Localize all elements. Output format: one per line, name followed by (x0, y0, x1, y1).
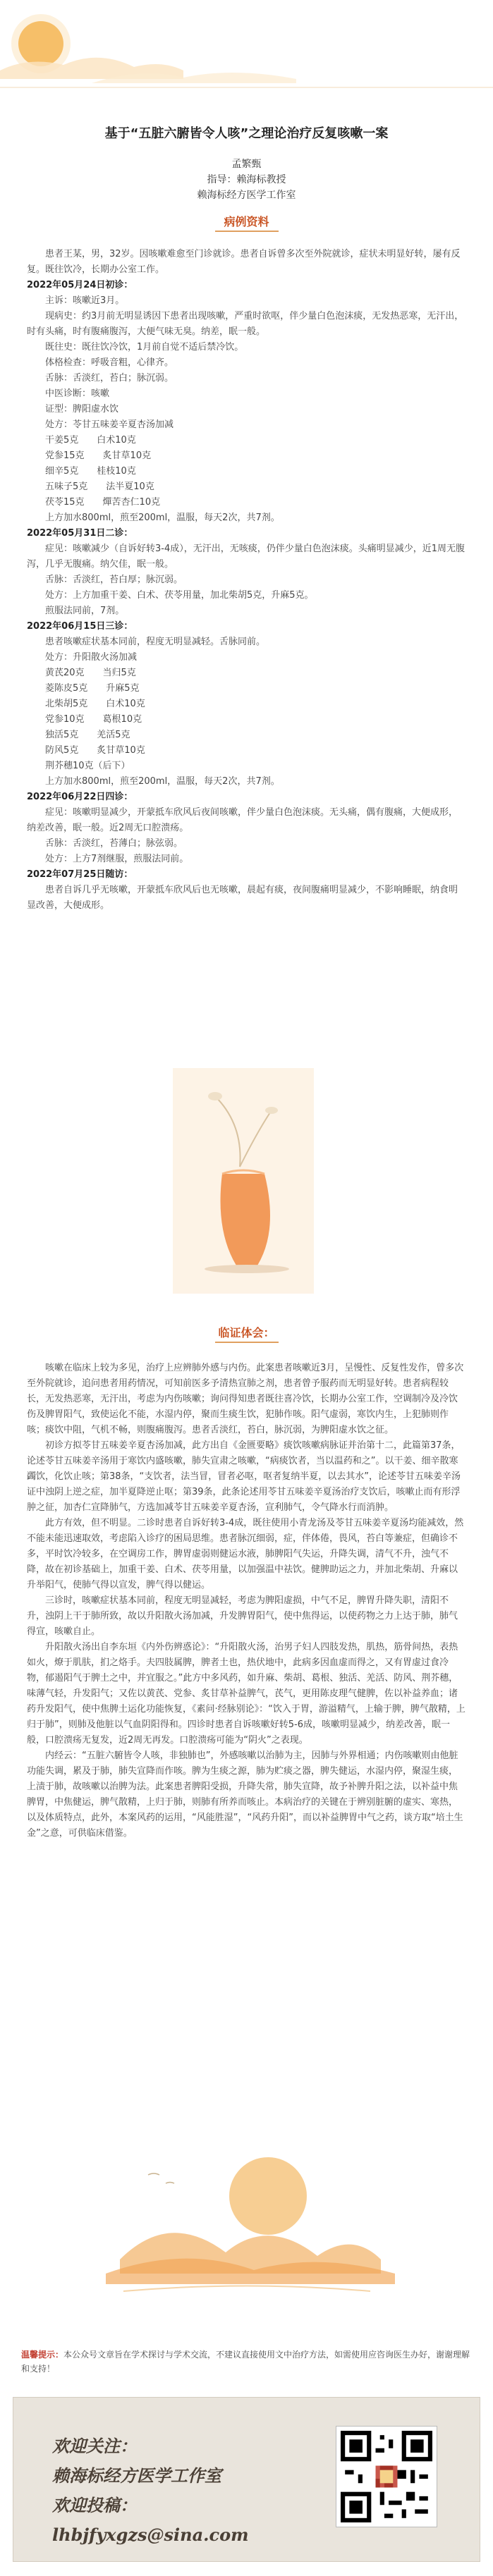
herb-line: 独活5克 羌活5克 (45, 730, 130, 740)
visit2-date: 2022年05月31日二诊： (27, 528, 133, 539)
case-content (27, 247, 466, 914)
footer-text (52, 2431, 249, 2550)
visit1-line: 体格检查：呼吸音粗，心律齐。 (45, 357, 174, 368)
experience-paragraph: 升阳散火汤出自李东垣《内外伤辨惑论》：“升阳散火汤，治男子妇人四肢发热，肌热，筋骨间热，表热如火，燎于肌肤，扪之烙手。夫四肢属脾，脾者土也，热伏地中，此病多因血虚而得之，又有胃虚过食冷物，郁遏阳气于脾土之中，并宜服之。”此方中多风药，如升麻、柴胡、葛根、独活、羌活、防风、荆芥穗，味薄气轻，升发阳气；又佐以黄芪、党参、炙甘草补益脾气，芪气，更用陈皮理气健脾，佐以补益养血；诸药升发阳气，使中焦脾土运化功能恢复，《素问·经脉别论》：“饮入于胃，游溢精气，上输于脾，脾气散精，上归于肺”，则肺及他脏以气血阴阳得和。四诊时患者自诉咳嗽好转5-6成，咳嗽明显减少，纳差改善，眠一般，口腔溃疡无复发，近2周无再发。口腔溃疡可能为“阴火”之表现。 (27, 1642, 465, 1746)
experience-paragraph: 三诊时，咳嗽症状基本同前，程度无明显减轻，考虑为脾阳虚损，中气不足，脾胃升降失职，清阳不升，浊阴上干于肺所致，故以升阳散火汤加减，升发脾胃阳气，使中焦得运，以使药物之力上达于肺，肺气得宣，咳嗽自止。 (27, 1595, 458, 1637)
visit4-line: 处方：上方7剂继服，煎服法同前。 (45, 854, 189, 864)
experience-heading-underline (215, 1342, 279, 1343)
herb-line: 党参15克 炙甘草10克 (45, 450, 152, 461)
visit1-date: 2022年05月24日初诊： (27, 280, 133, 290)
visit1-line: 舌脉：舌淡红，苔白；脉沉弱。 (45, 373, 174, 384)
case-section-heading: 病例资料 (224, 215, 269, 228)
visit1-line: 证型：脾阳虚水饮 (45, 404, 119, 415)
mountain-sun-illustration (0, 2133, 493, 2323)
vase-flower-illustration (173, 1068, 314, 1294)
visit4-line: 舌脉：舌淡红，苔薄白；脉弦弱。 (45, 838, 183, 849)
case-intro: 患者王某，男，32岁。因咳嗽难愈至门诊就诊。患者自诉曾多次至外院就诊，症状未明显好转，屡有反复。既往饮冷，长期办公室工作。 (27, 249, 461, 275)
advisor-line: 指导：赖海标教授 (207, 174, 286, 185)
experience-paragraph: 此方有效，但不明显。二诊时患者自诉好转3-4成，既往使用小青龙汤及苓甘五味姜辛夏汤均能减效，然不能未能迅速取效，考虑陷入诊疗的困局思维。患者脉沉细弱，症，伴体倦，畏风，苔白等兼症，但确诊不多，平时饮冷较多，在空调房工作，脾胃虚弱则健运水液，肺脾阳气失运，升降失调，清气不升，浊气不降，故在初诊基础上，加重干姜、白术、茯苓用量，以加强温中祛饮。健脾助运之力，并加北柴胡、升麻以升举阳气，使肺气得以宣发，脾气得以健运。 (27, 1518, 464, 1590)
experience-paragraph: 初诊方拟苓甘五味姜辛夏杏汤加减，此方出自《金匮要略》痰饮咳嗽病脉证并治第十二，此篇第37条，论述苓甘五味姜辛汤用于寒饮内盛咳嗽，肺失宣肃之咳嗽，“病痰饮者，当以温药和之”。以干姜、细辛散寒蠲饮，化饮止咳；第38条，“支饮者，法当冒，冒者必呕，呕者复纳半夏，以去其水”，论述苓甘五味姜辛汤证中浊阴上逆之症，加半夏降逆止呕；第39条，此条论述用苓甘五味姜辛夏汤治疗支饮后，咳嗽止而有形浮肿之征，加杏仁宣降肺气，方选加减苓甘五味姜辛夏杏汤，宣利肺气，令气降水行而消肿。 (27, 1440, 461, 1513)
herb-line: 菱陈皮5克 升麻5克 (45, 683, 140, 694)
herb-line: 防风5克 炙甘草10克 (45, 745, 145, 756)
header-sun-cloud-illustration (0, 0, 493, 99)
footer-studio-name: 赖海标经方医学工作室 (52, 2465, 221, 2486)
notice-label: 温馨提示： (21, 2350, 64, 2360)
visit5-line: 患者自诉几乎无咳嗽，开蒙抵车欣风后也无咳嗽，晨起有痰，夜间腹痛明显减少，不影响睡眠，纳食明显改善，大便成形。 (27, 885, 458, 911)
visit2-line: 处方：上方加重干姜、白术、茯苓用量，加北柴胡5克，升麻5克。 (45, 590, 314, 601)
footer-card (13, 2397, 480, 2562)
visit1-line: 处方：苓甘五味姜辛夏杏汤加减 (45, 419, 174, 430)
visit3-date: 2022年06月15日三诊： (27, 621, 133, 632)
experience-paragraph: 内经云：“五脏六腑皆令人咳，非独肺也”，外感咳嗽以治肺为主，因肺与外界相通；内伤咳嗽则由他脏功能失调，累及于肺，肺失宣降而作咳。脾为生痰之源，肺为贮痰之器，脾失健运，水湿内停，聚湿生痰，上渍于肺，故咳嗽以治脾为法。此案患者脾阳受损，升降失常，肺失宣降，故予补脾升阳之法，以补益中焦脾胃，中焦健运，脾气散精，上归于肺，则肺有所养而咳止。本病治疗的关键在于辨别脏腑的虚实、寒热，以及体质特点，此外，本案风药的运用，“风能胜湿”，“风药升阳”，而以补益脾胃中气之药，谈方取“培土生金”之意，可供临床借鉴。 (27, 1750, 463, 1839)
experience-content (27, 1361, 466, 1841)
visit2-line: 煎服法同前，7剂。 (45, 606, 125, 616)
author-block (0, 157, 493, 203)
visit4-line: 症见：咳嗽明显减少，开蒙抵车欣风后夜间咳嗽，伴少量白色泡沫痰。无头痛，偶有腹痛，大便成形，纳差改善，眠一般。近2周无口腔溃疡。 (27, 807, 458, 833)
visit1-line: 现病史：约3月前无明显诱因下患者出现咳嗽，严重时欲呕，伴少量白色泡沫痰，无发热恶寒，无汗出，时有头痛，时有腹痛腹泻，大便气味无臭。纳差，眠一般。 (27, 311, 464, 337)
herb-line: 干姜5克 白术10克 (45, 435, 136, 446)
herb-line: 黄芪20克 当归5克 (45, 668, 136, 678)
case-heading-underline (215, 231, 279, 232)
herb-line: 细辛5克 桂枝10克 (45, 466, 136, 477)
visit1-line: 上方加水800ml，煎至200ml，温服，每天2次，共7剂。 (45, 513, 280, 523)
visit1-line: 既往史：既往饮冷饮，1月前自觉不适后禁冷饮。 (45, 342, 244, 352)
visit2-line: 舌脉：舌淡红，苔白厚；脉沉弱。 (45, 575, 183, 585)
author-name: 孟繁甄 (231, 159, 262, 170)
visit5-date: 2022年07月25日随访： (27, 869, 133, 880)
visit4-date: 2022年06月22日四诊： (27, 792, 133, 802)
qr-code-icon[interactable] (336, 2426, 437, 2527)
experience-section-heading: 临证体会： (218, 1326, 275, 1339)
herb-line: 荆芥穗10克（后下） (45, 761, 130, 771)
herb-line: 党参10克 葛根10克 (45, 714, 142, 725)
herb-line: 五味子5克 法半夏10克 (45, 482, 154, 492)
article-title: 基于“五脏六腑皆令人咳”之理论治疗反复咳嗽一案 (104, 126, 389, 141)
footer-submit-label: 欢迎投稿： (52, 2495, 137, 2515)
footer-email[interactable]: lhbjfyxgzs@sina.com (52, 2525, 249, 2545)
visit3-line: 患者咳嗽症状基本同前，程度无明显减轻。舌脉同前。 (45, 637, 266, 647)
notice-block (21, 2348, 472, 2376)
visit1-line: 中医诊断：咳嗽 (45, 388, 110, 399)
visit1-line: 主诉：咳嗽近3月。 (45, 295, 125, 306)
visit2-line: 症见：咳嗽减少（自诉好转3-4成），无汗出，无咳痰，仍伴少量白色泡沫痰。头痛明显减少，近1周无腹泻，几乎无腹痛。纳欠佳，眠一般。 (27, 544, 465, 570)
notice-text: 本公众号文章旨在学术探讨与学术交流，不建议直接使用文中治疗方法，如需使用应咨询医生办好，谢谢理解和支持！ (21, 2350, 470, 2374)
experience-paragraph: 咳嗽在临床上较为多见，治疗上应辨肺外感与内伤。此案患者咳嗽近3月，呈慢性、反复性发作，曾多次至外院就诊，追问患者用药情况，可知前医多予清热宣肺之剂，患者曾予服药而无明显好转。患者病程较长，无发热恶寒，无汗出，考虑为内伤咳嗽；询问得知患者既往喜冷饮，长期办公室工作，空调制冷及冷饮伤及脾胃阳气，致使运化不能，水湿内停，聚而生痰生饮，犯肺作咳。阳气虚弱，寒饮内生，上犯肺则作咳；痰饮中阻，气机不畅，则腹痛腹泻。患者舌淡红，苔白，脉沉弱，为脾阳虚水饮之征。 (27, 1363, 464, 1435)
herb-line: 北柴胡5克 白术10克 (45, 699, 145, 709)
visit3-line: 处方：升阳散火汤加减 (45, 652, 138, 663)
herb-line: 茯苓15克 燀苦杏仁10克 (45, 497, 161, 508)
footer-follow-label: 欢迎关注： (52, 2436, 137, 2456)
studio-line: 赖海标经方医学工作室 (197, 190, 296, 201)
visit3-line: 上方加水800ml，煎至200ml，温服，每天2次，共7剂。 (45, 776, 280, 787)
